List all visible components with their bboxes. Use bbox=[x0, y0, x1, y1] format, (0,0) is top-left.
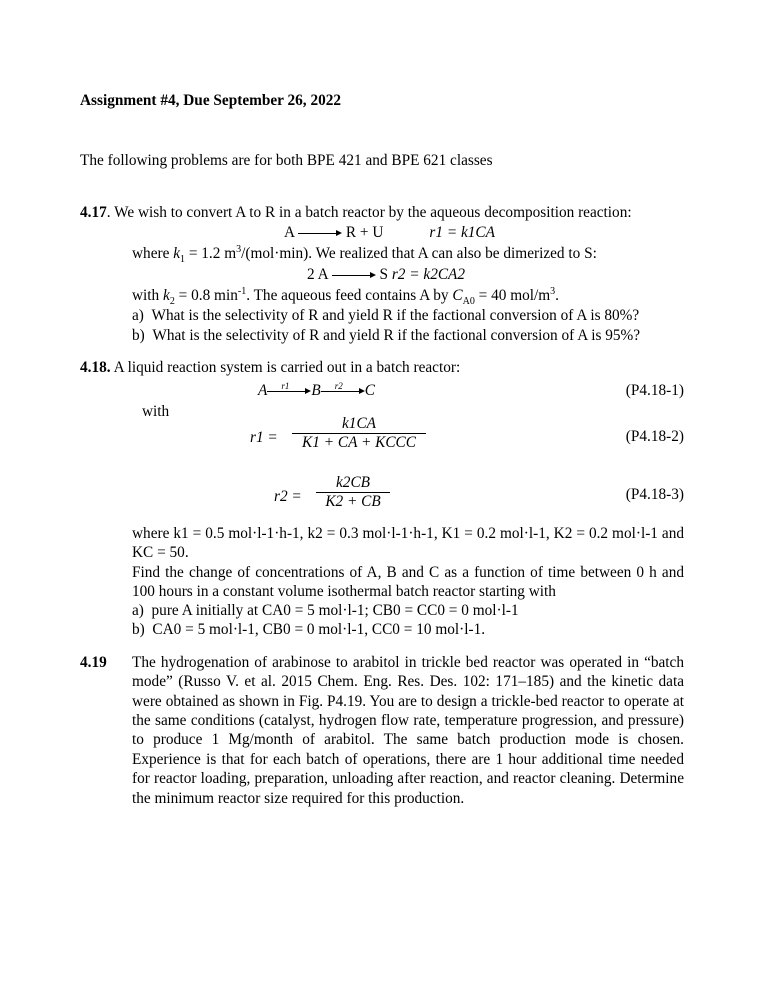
r2-lhs: r2 = bbox=[274, 488, 302, 505]
question-4-17-a: a) What is the selectivity of R and yield R if the factional conversion of A is 80%? bbox=[132, 307, 640, 324]
assignment-title: Assignment #4, Due September 26, 2022 bbox=[80, 92, 342, 109]
parameters-text: where k1 = 0.5 mol·l-1·h-1, k2 = 0.3 mol·l-1·h-1, K1 = 0.2 mol·l-1, K2 = 0.2 mol·l-1 and KC = 50. bbox=[132, 525, 684, 562]
question-4-17-b: b) What is the selectivity of R and yield R if the factional conversion of A is 95%? bbox=[132, 327, 641, 344]
rate-law-r2: r2 = k2CA2 bbox=[391, 266, 466, 283]
arrow-icon bbox=[332, 270, 376, 280]
reaction-equation-2: 2 A S r2 = k2CA2 bbox=[307, 266, 466, 283]
equation-tag-3: (P4.18-3) bbox=[625, 486, 684, 503]
r1-fraction: k1CA K1 + CA + KCCC bbox=[292, 415, 426, 452]
equation-tag-1: (P4.18-1) bbox=[625, 382, 684, 399]
problem-4-19 bbox=[80, 653, 684, 808]
intro-text: The following problems are for both BPE 421 and BPE 621 classes bbox=[80, 152, 493, 169]
with-label: with bbox=[142, 403, 170, 420]
rate-constant-k2-text: with $k_2 = 0.8$ $\min^{-1}$. The aqueous feed contains A by $C_{A0} = 40$ mol/$m^3$. bbox=[132, 285, 559, 308]
problems-flow bbox=[80, 524, 684, 808]
equation-tag-2: (P4.18-2) bbox=[625, 428, 684, 445]
r1-lhs: r1 = bbox=[250, 429, 278, 446]
problem-4-19-text: The hydrogenation of arabinose to arabitol in trickle bed reactor was operated in “batch mode” (Russo V. et al. 2015 Chem. Eng. Res. Des. 102: 171–185) and the kinetic data were obtained as shown in Fig. P4.19. You are to design a trickle-bed reactor to operate at the same conditions (catalyst, hydrogen flow rate, temperature progression, and pressure) to produce 1 Mg/month of arabitol. The same batch production mode is chosen. Experience is that for each batch of operations, there are 1 hour additional time needed for reactor loading, preparation, unloading after reaction, and reactor cleaning. Determine the minimum reactor size required for this production. bbox=[132, 653, 684, 807]
find-text: Find the change of concentrations of A, B and C as a function of time between 0 h and 100 hours in a constant volume isothermal batch reactor starting with bbox=[132, 563, 684, 600]
problem-4-19-number: 4.19 bbox=[80, 653, 107, 671]
rate-constant-k1-text: where $k_1 = 1.2$ $m^3/(mol\cdot\min)$. We realized that A can also be dimerized to S: bbox=[132, 243, 597, 266]
rate-law-r1: r1 = k1CA bbox=[429, 224, 495, 241]
r2-fraction: $\frac{k2CB}{K2 + CB}$ bbox=[316, 474, 390, 511]
problem-4-18-intro: 4.18. A liquid reaction system is carried out in a batch reactor: bbox=[80, 359, 461, 376]
question-4-18-b: b) CA0 = 5 mol·l-1, CB0 = 0 mol·l-1, CC0 = 10 mol·l-1. bbox=[132, 621, 486, 639]
series-reaction-equation: A r1 B r2 C bbox=[258, 381, 375, 399]
problem-4-18-body bbox=[132, 524, 684, 640]
reaction-equation-1: A R + U r1 = k1CA bbox=[284, 224, 495, 241]
question-4-18-a: a) pure A initially at CA0 = 5 mol·l-1; CB0 = CC0 = 0 mol·l-1 bbox=[132, 602, 519, 620]
problem-4-17-intro: 4.17. We wish to convert A to R in a batch reactor by the aqueous decomposition reaction: bbox=[80, 204, 632, 221]
arrow-icon bbox=[298, 228, 342, 238]
